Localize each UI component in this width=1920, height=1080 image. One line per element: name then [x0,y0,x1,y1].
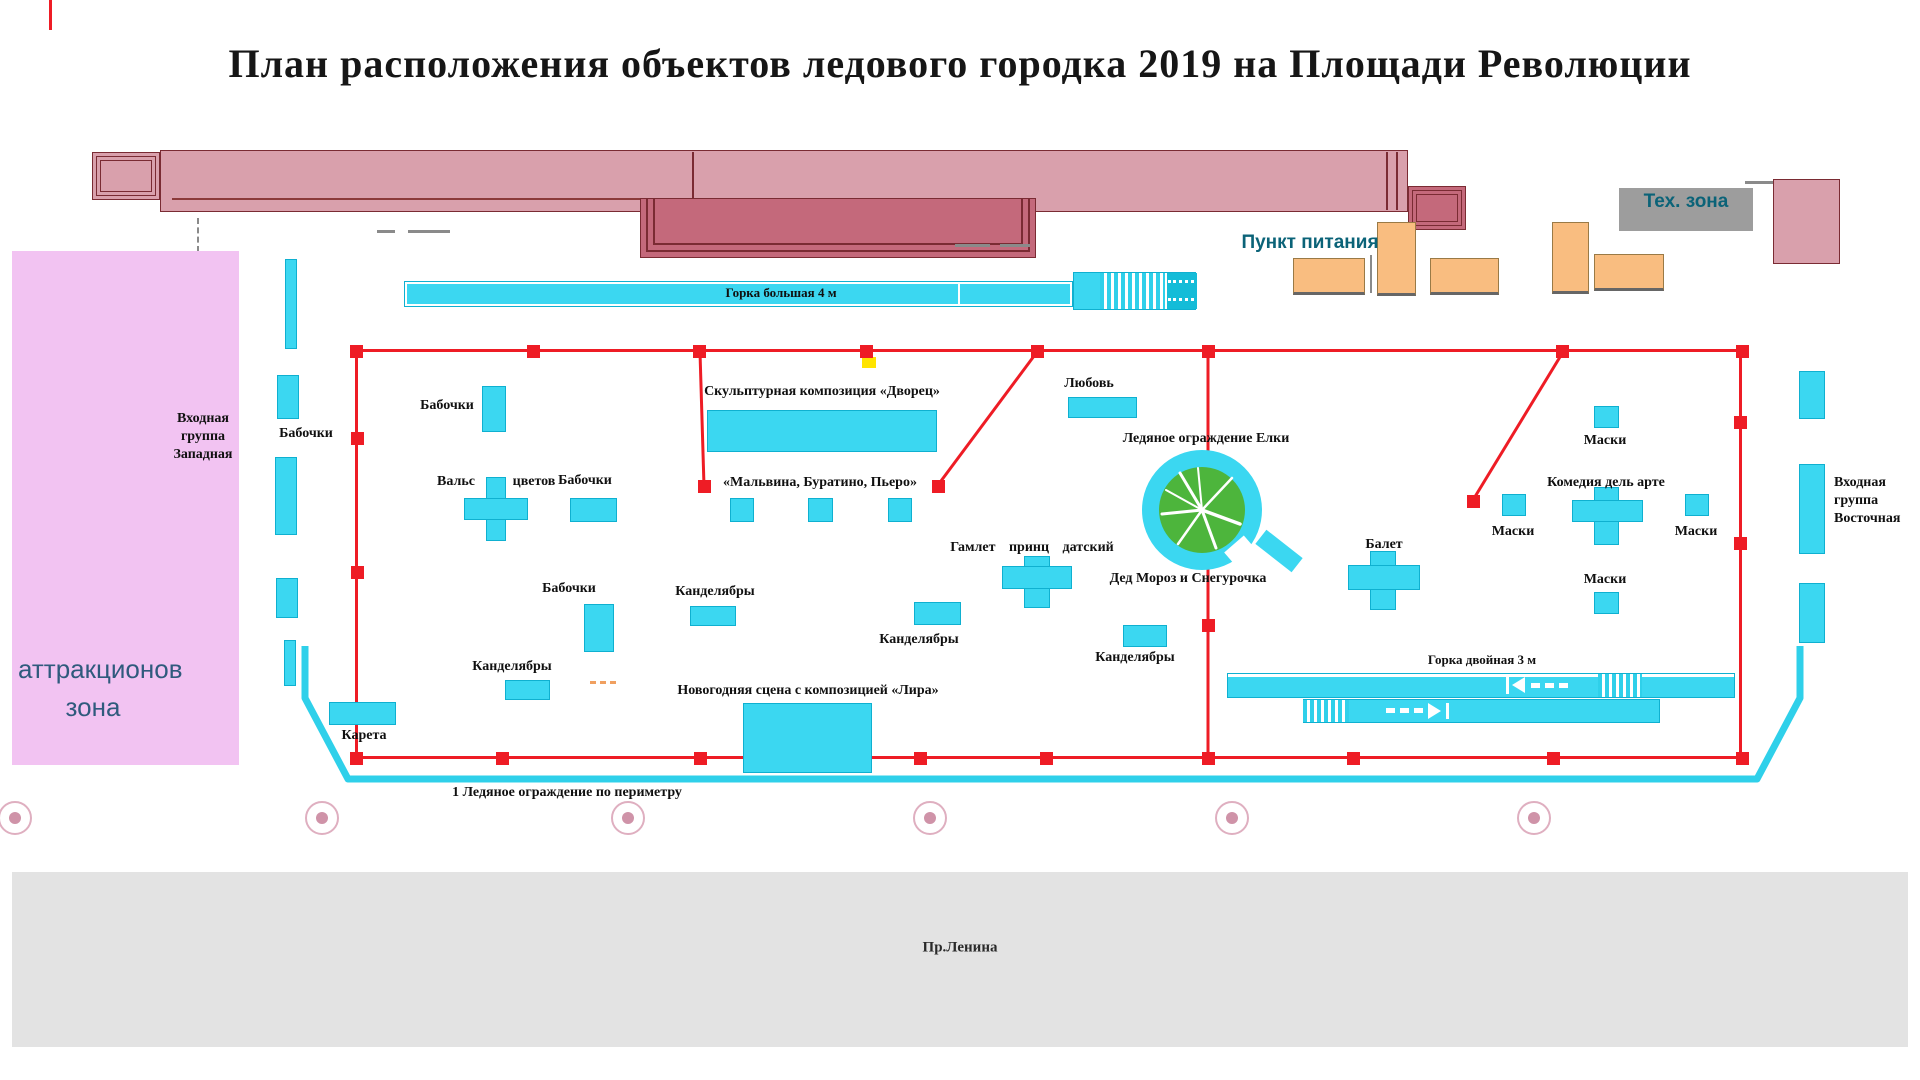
fence-left [355,349,358,759]
fence-marker-square [1031,345,1044,358]
arrow-left-icon [1512,677,1525,693]
fence-marker-square [1040,752,1053,765]
road-label: Пр.Ленина [922,939,998,956]
ice-object [1799,583,1825,643]
fence-marker-square [698,480,711,493]
ice-object [284,640,296,686]
ice-object [1572,500,1643,522]
label-ded-moroz: Дед Мороз и Снегурочка [1109,571,1267,586]
ice-object [1799,464,1825,554]
label-scena: Новогодняя сцена с композицией «Лира» [677,683,939,698]
fence-marker-square [351,432,364,445]
label-maski-left: Маски [1491,524,1535,539]
label-perimetr: 1 Ледяное ограждение по периметру [452,785,682,800]
ice-object [1068,397,1137,418]
ice-object [482,386,506,432]
fence-marker-square [1547,752,1560,765]
fence-marker-square [496,752,509,765]
label-kandelyabry-4: Канделябры [1095,650,1175,665]
label-kandelyabry-1: Канделябры [472,659,552,674]
fence-marker-square [1202,619,1215,632]
double-slide-upper-tick [1506,677,1509,694]
label-kareta: Карета [341,728,387,743]
label-babochki-2: Бабочки [279,426,333,441]
west-entrance-line1: Входная [177,411,229,426]
label-kandelyabry-3: Канделябры [879,632,959,647]
ice-object [1594,592,1619,614]
label-lyubov: Любовь [1064,376,1114,391]
double-slide-lower-dash-2 [1400,708,1409,713]
label-skulptura: Скульптурная композиция «Дворец» [704,384,940,399]
fence-marker-square [694,752,707,765]
ice-object [743,703,872,773]
double-slide-upper-dash-1 [1531,683,1540,688]
ice-object [1348,565,1420,590]
ice-object [285,259,297,349]
fence-top [356,349,1743,352]
ice-object [570,498,617,522]
ice-object [888,498,912,522]
west-entrance-line2: группа [180,429,226,444]
fence-marker-square [350,345,363,358]
double-slide-stairs-lower [1303,700,1349,722]
ice-object [690,606,736,626]
food-point-label: Пункт питания [1241,232,1379,253]
label-babochki-4: Бабочки [542,581,596,596]
double-slide-lower-dash-3 [1414,708,1423,713]
fence-marker-square [1736,752,1749,765]
label-balet: Балет [1365,537,1403,552]
ice-object [1685,494,1709,516]
double-slide-run-upper [1227,673,1735,698]
fence-marker-square [350,752,363,765]
label-gorka-bolshaya: Горка большая 4 м [725,285,837,300]
fence-marker-square [1347,752,1360,765]
ice-object [1799,371,1825,419]
fence-marker-square [1202,752,1215,765]
ice-object [505,680,550,700]
ice-object [584,604,614,652]
west-entrance-line3: Западная [173,447,233,462]
tech-zone-label: Тех. зона [1643,191,1729,212]
double-slide-upper-dash-2 [1545,683,1554,688]
label-maski-top: Маски [1583,433,1627,448]
attractions-zone-label [18,650,183,726]
red-line-a [700,352,704,486]
tree-ring-gap [1234,544,1260,574]
west-entrance-label [160,410,246,464]
east-entrance-line2: группа [1834,493,1879,508]
double-slide-stairs-upper [1598,674,1642,697]
ice-object [707,410,937,452]
east-entrance-line1: Входная [1834,475,1886,490]
label-komedia: Комедия дель арте [1547,475,1665,490]
fence-marker-square [1736,345,1749,358]
fence-marker-square [1734,537,1747,550]
ice-object [808,498,833,522]
red-line-b [938,352,1037,485]
fence-marker-square [527,345,540,358]
label-babochki-3: Бабочки [558,473,612,488]
label-gamlet: Гамлет принц датский [950,540,1114,555]
page-title: План расположения объектов ледового городка 2019 на Площади Революции [228,41,1692,86]
double-slide-lower-dash-1 [1386,708,1395,713]
ice-object [1123,625,1167,647]
fence-marker-square [1734,416,1747,429]
double-slide-upper-dash-3 [1559,683,1568,688]
fence-marker-square [351,566,364,579]
ice-object [914,602,961,625]
ice-object [1594,406,1619,428]
fence-marker-square [1556,345,1569,358]
fence-right [1739,349,1742,759]
fence-marker-square [932,480,945,493]
arrow-right-icon [1428,703,1441,719]
ice-object [1002,566,1072,589]
double-slide-lower-tick [1446,703,1449,719]
label-gorka-dvoynaya: Горка двойная 3 м [1427,652,1537,667]
label-elki: Ледяное ограждение Елки [1122,431,1290,446]
label-kandelyabry-2: Канделябры [675,584,755,599]
attractions-zone-line2: зона [65,692,121,722]
fence-marker-square [860,345,873,358]
label-maski-right: Маски [1674,524,1718,539]
fence-marker-square [1202,345,1215,358]
ice-object [329,702,396,725]
label-maski-bottom: Маски [1583,572,1627,587]
label-cvetov: цветов [512,474,556,489]
label-malvina: «Мальвина, Буратино, Пьеро» [723,475,917,490]
label-babochki-1: Бабочки [420,398,474,413]
fence-marker-square [693,345,706,358]
yellow-marker [862,357,876,368]
ice-object [464,498,528,520]
ice-object [730,498,754,522]
east-entrance-line3: Восточная [1834,511,1901,526]
ice-object [1502,494,1526,516]
fence-marker-square [914,752,927,765]
double-slide-run-lower [1303,699,1660,723]
east-entrance-label [1834,474,1920,528]
attractions-zone-line1: аттракционов [18,654,183,684]
fence-marker-square [1467,495,1480,508]
ice-object [277,375,299,419]
label-vals: Вальс [437,474,475,489]
ice-object [276,578,298,618]
ice-object [275,457,297,535]
